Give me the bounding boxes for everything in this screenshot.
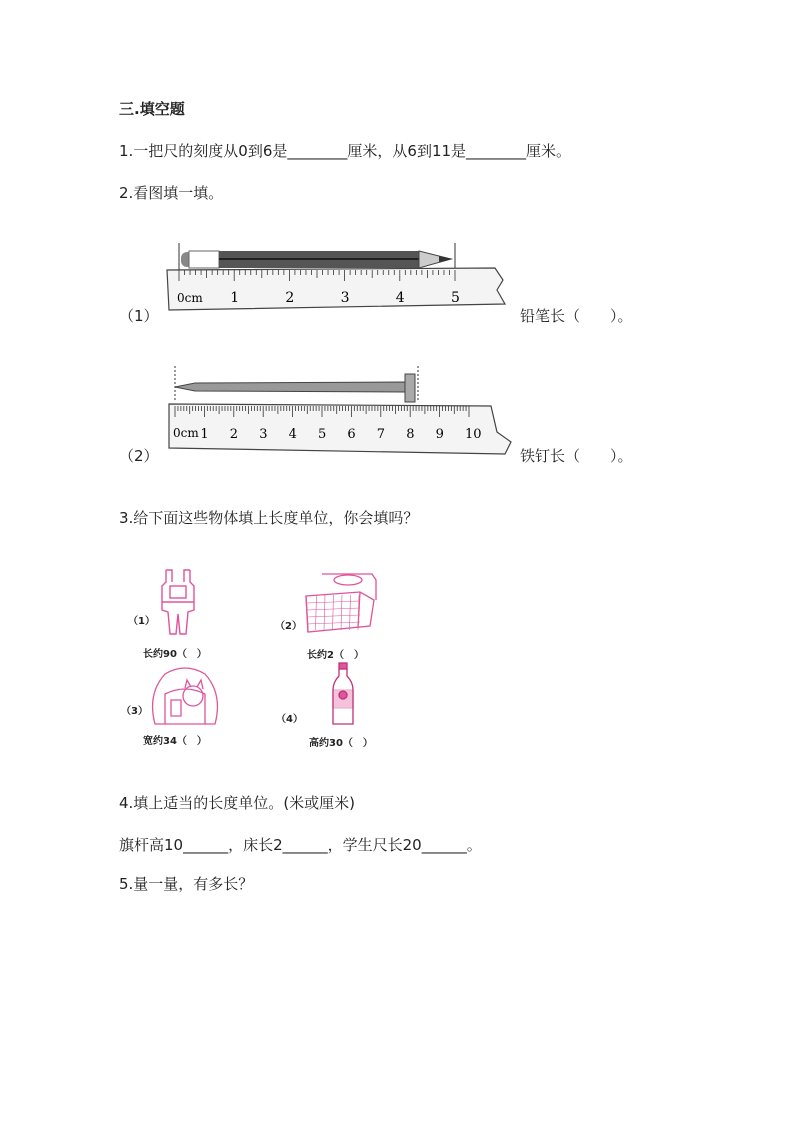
question-1: 1.一把尺的刻度从0到6是________厘米，从6到11是________厘米。 — [119, 142, 572, 160]
q3-item4-caption: 高约30（ ） — [309, 738, 373, 749]
bottle-icon — [330, 662, 356, 726]
pencil-icon — [181, 251, 453, 268]
ruler-label: 5 — [318, 427, 327, 442]
ruler2-unit: 0cm — [173, 426, 199, 440]
q3-item2-caption: 长约2（ ） — [307, 650, 364, 661]
q3-item3-number: （3） — [121, 706, 148, 717]
q3-item3-caption: 宽约34（ ） — [143, 736, 207, 747]
nail-ruler-figure — [165, 360, 525, 465]
backpack-icon — [145, 664, 225, 726]
pencil-answer: 铅笔长（ ）。 — [520, 307, 633, 325]
ruler-icon — [169, 404, 511, 454]
q3-item4-number: （4） — [276, 714, 303, 725]
ruler-label: 7 — [376, 427, 386, 442]
ruler-label: 4 — [288, 427, 297, 442]
nail-answer: 铁钉长（ ）。 — [520, 447, 633, 465]
bed-icon — [300, 570, 380, 636]
ruler-label: 2 — [229, 427, 239, 442]
ruler-label: 8 — [406, 427, 415, 442]
ruler1-unit: 0cm — [177, 291, 203, 305]
ruler-label: 3 — [340, 290, 350, 306]
ruler-label: 1 — [230, 290, 240, 306]
question-3: 3.给下面这些物体填上长度单位，你会填吗？ — [119, 509, 419, 527]
ruler-label: 3 — [259, 427, 268, 442]
q3-item2-number: （2） — [275, 621, 302, 632]
ruler-label: 5 — [451, 290, 460, 306]
question-2: 2.看图填一填。 — [119, 184, 224, 202]
pencil-ruler-figure — [165, 238, 510, 318]
q2-item1-number: （1） — [119, 307, 159, 325]
nail-icon — [175, 374, 415, 402]
ruler-label: 9 — [435, 427, 444, 442]
q3-item1-caption: 长约90（ ） — [143, 649, 207, 660]
overalls-icon — [158, 568, 198, 636]
ruler-label: 2 — [285, 290, 295, 306]
q3-item1-number: （1） — [128, 616, 155, 627]
question-5: 5.量一量，有多长？ — [119, 875, 254, 893]
question-4-line: 旗杆高10______，床长2______，学生尺长20______。 — [119, 836, 482, 854]
ruler-label: 10 — [465, 427, 482, 442]
ruler-label: 1 — [200, 427, 209, 442]
question-4: 4.填上适当的长度单位。(米或厘米) — [119, 794, 356, 812]
section-title: 三.填空题 — [119, 100, 185, 118]
q2-item2-number: （2） — [119, 447, 159, 465]
ruler-label: 6 — [347, 427, 356, 442]
ruler-label: 4 — [395, 290, 405, 306]
